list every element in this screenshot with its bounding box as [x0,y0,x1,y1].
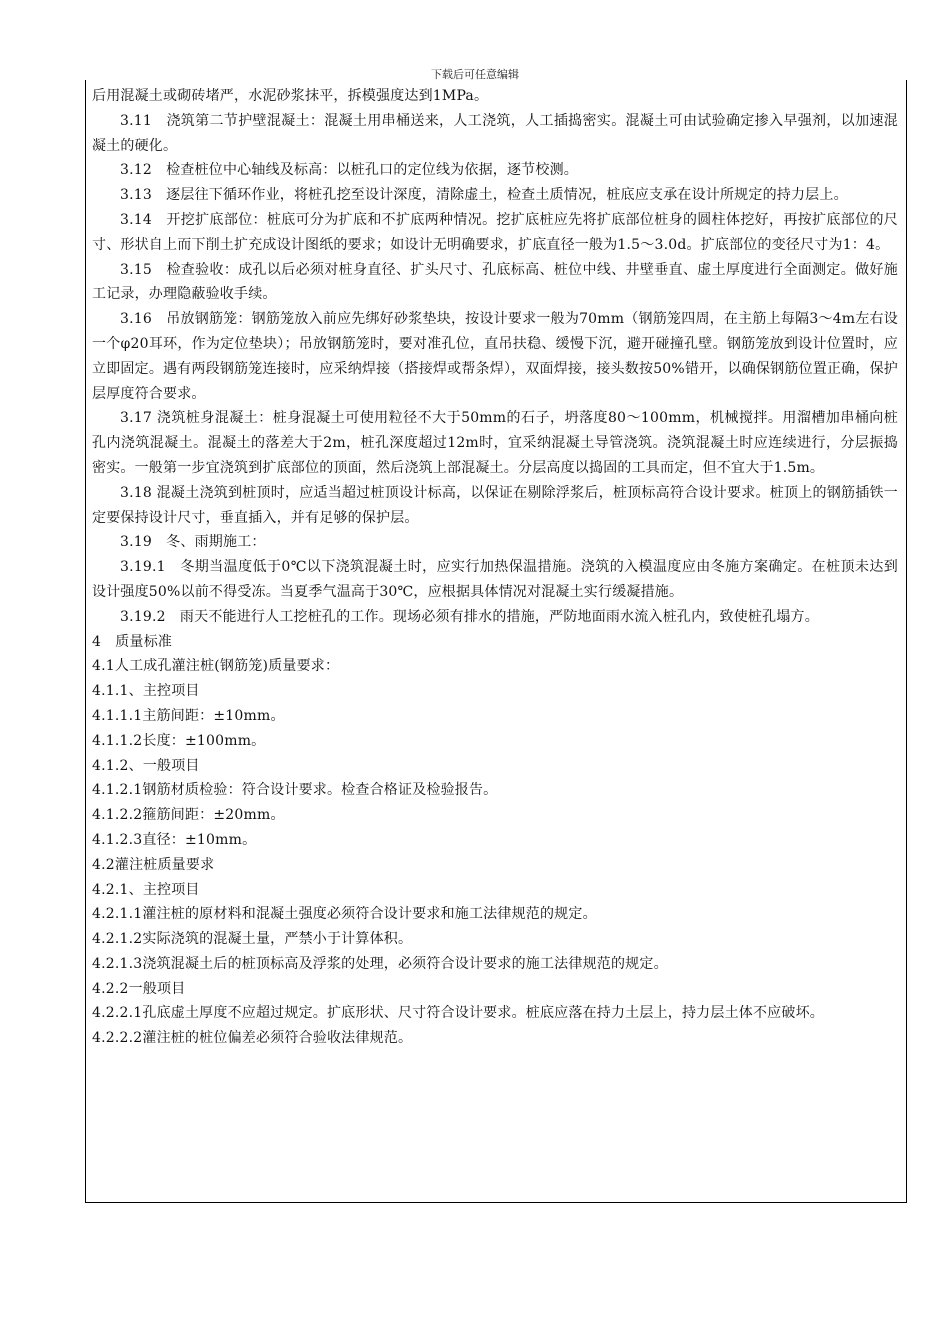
paragraph: 4.2.1、主控项目 [92,881,200,898]
paragraph: 4.1人工成孔灌注桩(钢筋笼)质量要求： [92,658,340,675]
paragraph: 3.17 浇筑桩身混凝土：桩身混凝土可使用粒径不大于50mm的石子，坍落度80～100mm，机械搅拌。用溜槽加串桶向桩孔内浇筑混凝土。混凝土的落差大于2m，桩孔深度超过12m时，宜采纳混凝土导管浇筑。浇筑混凝土时应连续进行，分层振捣密实。一般第一步宜浇筑到扩底部位的顶面，然后浇筑上部混凝土。分层高度以捣固的工具而定，但不宜大于1.5m。 [92,410,898,476]
paragraph: 3.12 检查桩位中心轴线及标高：以桩孔口的定位线为依据，逐节校测。 [120,162,578,179]
paragraph: 3.16 吊放钢筋笼：钢筋笼放入前应先绑好砂浆垫块，按设计要求一般为70mm（钢筋笼四周，在主筋上每隔3～4m左右设一个φ20耳环，作为定位垫块）；吊放钢筋笼时，要对准孔位，直吊扶稳、缓慢下沉，避开碰撞孔壁。钢筋笼放到设计位置时，应立即固定。遇有两段钢筋笼连接时，应采纳焊接（搭接焊或帮条焊），双面焊接，接头数按50%错开，以确保钢筋位置正确，保护层厚度符合要求。 [92,311,898,402]
paragraph: 4.2.1.2实际浇筑的混凝土量，严禁小于计算体积。 [92,931,413,948]
paragraph: 3.14 开挖扩底部位：桩底可分为扩底和不扩底两种情况。挖扩底桩应先将扩底部位桩身的圆柱体挖好，再按扩底部位的尺寸、形状自上而下削土扩充成设计图纸的要求；如设计无明确要求，扩底直径一般为1.5～3.0d。扩底部位的变径尺寸为1：4。 [92,211,898,253]
paragraph: 3.19.1 冬期当温度低于0℃以下浇筑混凝土时，应实行加热保温措施。浇筑的入模温度应由冬施方案确定。在桩顶未达到设计强度50%以前不得受冻。当夏季气温高于30℃，应根据具体情况对混凝土实行缓凝措施。 [92,559,898,600]
paragraph: 4.1.1.2长度：±100mm。 [92,732,266,749]
paragraph: 后用混凝土或砌砖堵严，水泥砂浆抹平，拆模强度达到1MPa。 [92,88,489,104]
paragraph: 4 质量标准 [92,633,173,650]
paragraph: 4.1.2.2箍筋间距：±20mm。 [92,807,285,824]
paragraph: 4.1.1.1主筋间距：±10mm。 [92,707,285,724]
paragraph: 3.11 浇筑第二节护壁混凝土：混凝土用串桶送来，人工浇筑，人工插捣密实。混凝土可由试验确定掺入早强剂，以加速混凝土的硬化。 [92,112,898,154]
paragraph: 3.19 冬、雨期施工： [120,534,266,551]
paragraph: 3.18 混凝土浇筑到桩顶时，应适当超过桩顶设计标高，以保证在剔除浮浆后，桩顶标高符合设计要求。桩顶上的钢筋插铁一定要保持设计尺寸，垂直插入，并有足够的保护层。 [92,484,898,526]
paragraph: 4.2.2一般项目 [92,980,186,997]
paragraph: 4.2.2.1孔底虚土厚度不应超过规定。扩底形状、尺寸符合设计要求。桩底应落在持力土层上，持力层土体不应破坏。 [92,1005,824,1022]
paragraph: 4.1.1、主控项目 [92,683,200,700]
paragraph: 4.2灌注桩质量要求 [92,856,215,873]
paragraph: 3.15 检查验收：成孔以后必须对桩身直径、扩头尺寸、孔底标高、桩位中线、井壁垂直、虚土厚度进行全面测定。做好施工记录，办理隐蔽验收手续。 [92,261,898,303]
paragraph: 4.2.1.1灌注桩的原材料和混凝土强度必须符合设计要求和施工法律规范的规定。 [92,906,597,923]
paragraph: 4.2.1.3浇筑混凝土后的桩顶标高及浮浆的处理，必须符合设计要求的施工法律规范的规定。 [92,955,668,972]
paragraph: 4.1.2、一般项目 [92,757,200,774]
document-body [92,84,898,1051]
paragraph: 4.1.2.1钢筋材质检验：符合设计要求。检查合格证及检验报告。 [92,782,498,799]
paragraph: 4.2.2.2灌注桩的桩位偏差必须符合验收法律规范。 [92,1030,413,1047]
paragraph: 4.1.2.3直径：±10mm。 [92,831,257,848]
paragraph: 3.13 逐层往下循环作业，将桩孔挖至设计深度，清除虚土，检查土质情况，桩底应支承在设计所规定的持力层上。 [120,187,848,204]
page-header: 下载后可任意编辑 [431,68,519,81]
paragraph: 3.19.2 雨天不能进行人工挖桩孔的工作。现场必须有排水的措施，严防地面雨水流入桩孔内，致使桩孔塌方。 [120,608,819,625]
